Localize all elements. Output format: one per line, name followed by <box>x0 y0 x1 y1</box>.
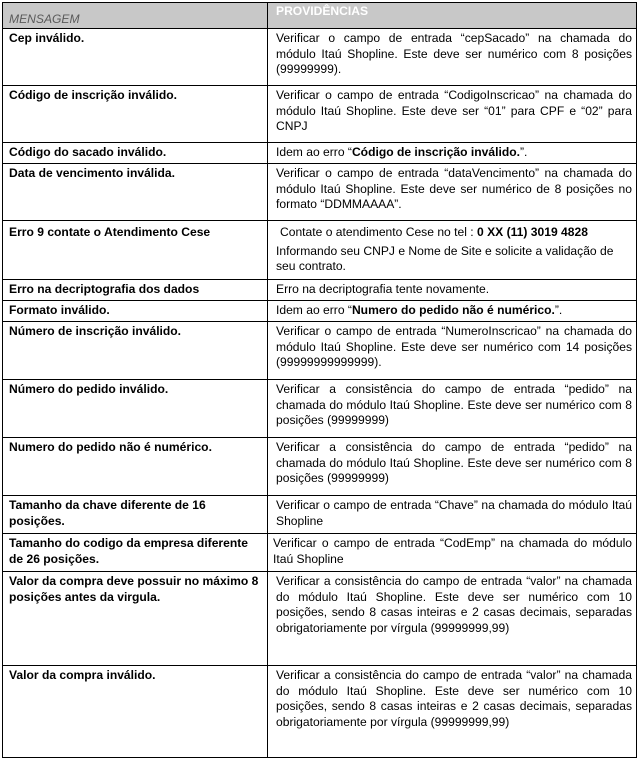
action-text: ”. <box>519 145 528 159</box>
action-cell: Verificar o campo de entrada “cepSacado” na chamada do módulo Itaú Shopline. Este deve ser numérico com 8 posições (99999999). <box>268 29 637 86</box>
referenced-error: Numero do pedido não é numérico. <box>351 303 555 317</box>
action-cell: Verificar a consistência do campo de entrada “valor” na chamada do módulo Itaú Shopline. Este deve ser numérico com 10 posições, sendo 8 casas inteiras e 2 casas decimais, separadas obrigatoriamente por vírgula (99999999,99) <box>268 666 637 758</box>
table-row <box>3 280 637 301</box>
message-cell: Erro na decriptografia dos dados <box>3 280 268 301</box>
action-cell: Verificar o campo de entrada “Chave” na chamada do módulo Itaú Shopline <box>268 496 637 534</box>
action-text: Idem ao erro “ <box>276 145 352 159</box>
table-row <box>3 143 637 164</box>
message-cell: Valor da compra inválido. <box>3 666 268 758</box>
action-cell: Verificar a consistência do campo de entrada “pedido” na chamada do módulo Itaú Shopline. Este deve ser numérico com 8 posições (99999999) <box>268 438 637 496</box>
action-cell <box>268 143 637 164</box>
table-row <box>3 534 637 572</box>
action-cell: Verificar o campo de entrada “CodEmp” na chamada do módulo Itaú Shopline <box>268 534 637 572</box>
message-cell: Código de inscrição inválido. <box>3 86 268 143</box>
table-row <box>3 496 637 534</box>
action-cell <box>268 221 637 280</box>
action-cell <box>268 301 637 322</box>
table-row <box>3 164 637 221</box>
message-cell: Número do pedido inválido. <box>3 380 268 438</box>
table-row <box>3 666 637 758</box>
action-text: ”. <box>554 303 563 317</box>
contact-instructions: Informando seu CNPJ e Nome de Site e solicite a validação de seu contrato. <box>276 243 614 273</box>
header-mensagem: MENSAGEM <box>9 11 80 26</box>
header-mensagem-cell <box>3 3 268 29</box>
table-row <box>3 322 637 380</box>
table-row <box>3 301 637 322</box>
action-cell: Verificar o campo de entrada “CodigoInscricao” na chamada do módulo Itaú Shopline. Este deve ser “01” para CPF e “02” para CNPJ <box>268 86 637 143</box>
header-providencias: PROVIDÊNCIAS <box>276 4 369 18</box>
contact-line <box>276 225 632 241</box>
table-row <box>3 438 637 496</box>
message-cell: Cep inválido. <box>3 29 268 86</box>
table-row <box>3 86 637 143</box>
table-row <box>3 29 637 86</box>
message-cell: Código do sacado inválido. <box>3 143 268 164</box>
message-cell: Erro 9 contate o Atendimento Cese <box>3 221 268 280</box>
action-cell: Verificar o campo de entrada “dataVencimento” na chamada do módulo Itaú Shopline. Este deve ser numérico de 8 posições no formato “DDMMAAAA”. <box>268 164 637 221</box>
message-cell: Valor da compra deve possuir no máximo 8 posições antes da virgula. <box>3 572 268 666</box>
message-cell: Formato inválido. <box>3 301 268 322</box>
action-cell: Verificar a consistência do campo de entrada “pedido” na chamada do módulo Itaú Shopline. Este deve ser numérico com 8 posições (99999999) <box>268 380 637 438</box>
action-text: Idem ao erro “ <box>276 303 352 317</box>
action-cell: Erro na decriptografia tente novamente. <box>268 280 637 301</box>
error-messages-table <box>2 2 637 758</box>
message-cell: Tamanho do codigo da empresa diferente de 26 posições. <box>3 534 268 572</box>
action-cell: Verificar o campo de entrada “NumeroInscricao” na chamada do módulo Itaú Shopline. Este deve ser numérico com 14 posições (99999999999999). <box>268 322 637 380</box>
table-row <box>3 380 637 438</box>
contact-phone: 0 XX (11) 3019 4828 <box>476 225 588 239</box>
message-cell: Data de vencimento inválida. <box>3 164 268 221</box>
referenced-error: Código de inscrição inválido. <box>351 145 520 159</box>
action-cell: Verificar a consistência do campo de entrada “valor” na chamada do módulo Itaú Shopline. Este deve ser numérico com 10 posições, sendo 8 casas inteiras e 2 casas decimais, separadas obrigatoriamente por vírgula (99999999,99) <box>268 572 637 666</box>
message-cell: Numero do pedido não é numérico. <box>3 438 268 496</box>
table-row <box>3 221 637 280</box>
contact-text: Contate o atendimento Cese no tel : <box>280 225 477 239</box>
message-cell: Número de inscrição inválido. <box>3 322 268 380</box>
table-row <box>3 572 637 666</box>
header-providencias-cell <box>268 3 637 29</box>
table-header-row <box>3 3 637 29</box>
message-cell: Tamanho da chave diferente de 16 posições. <box>3 496 268 534</box>
